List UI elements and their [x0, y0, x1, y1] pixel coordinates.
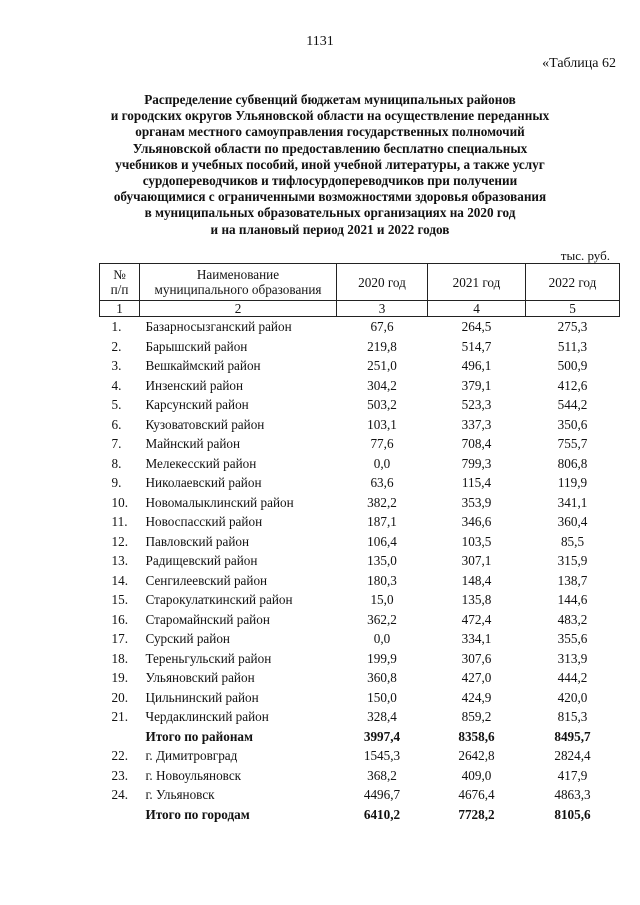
row-name: Мелекесский район — [145, 455, 257, 471]
value-2020: 67,6 — [370, 319, 394, 335]
row-number: 11. — [111, 514, 128, 530]
row-number: 4. — [111, 377, 122, 393]
row-name: Карсунский район — [145, 397, 249, 413]
table-row — [100, 493, 620, 513]
row-name: Барышский район — [145, 338, 248, 354]
row-number: 2. — [111, 338, 122, 354]
value-2020: 0,0 — [373, 631, 391, 647]
table-total-row — [100, 805, 620, 825]
value-2022: 806,8 — [557, 455, 588, 471]
table-row — [100, 766, 620, 786]
table-row — [100, 668, 620, 688]
row-number: 19. — [111, 670, 128, 686]
table-row — [100, 376, 620, 396]
value-2020: 180,3 — [367, 572, 397, 588]
row-number: 14. — [111, 572, 128, 588]
value-2021: 307,6 — [461, 650, 492, 666]
value-2021: 337,3 — [461, 416, 492, 432]
value-2022: 315,9 — [557, 553, 588, 569]
row-number: 20. — [111, 689, 128, 705]
value-2022: 341,1 — [557, 494, 588, 510]
value-2021: 115,4 — [461, 475, 492, 491]
table-row — [100, 707, 620, 727]
value-2020: 135,0 — [367, 553, 397, 569]
table-row — [100, 337, 620, 357]
table-row — [100, 356, 620, 376]
row-name: Базарносызганский район — [145, 319, 292, 335]
row-name: Старокулаткинский район — [145, 592, 293, 608]
row-number: 8. — [111, 455, 122, 471]
table-row — [100, 473, 620, 493]
table-row — [100, 629, 620, 649]
value-2022: 444,2 — [557, 670, 588, 686]
value-2022: 511,3 — [557, 338, 588, 354]
value-2022: 313,9 — [557, 650, 588, 666]
value-2022: 8105,6 — [554, 806, 591, 822]
value-2021: 424,9 — [461, 689, 492, 705]
table-row — [100, 649, 620, 669]
table-row — [100, 785, 620, 805]
row-number: 5. — [111, 397, 122, 413]
row-name: Кузоватовский район — [145, 416, 265, 432]
value-2021: 523,3 — [461, 397, 492, 413]
row-name: Итого по городам — [145, 806, 250, 822]
table-row — [100, 610, 620, 630]
value-2022: 483,2 — [557, 611, 588, 627]
row-name: Павловский район — [145, 533, 250, 549]
value-2022: 2824,4 — [554, 748, 591, 764]
value-2022: 544,2 — [557, 397, 588, 413]
title-line: Распределение субвенций бюджетам муниципальных районов — [144, 92, 516, 107]
table-row — [100, 317, 620, 337]
value-2021: 135,8 — [461, 592, 492, 608]
value-2021: 7728,2 — [458, 806, 495, 822]
row-name: Чердаклинский район — [145, 709, 269, 725]
value-2022: 815,3 — [557, 709, 588, 725]
value-2022: 350,6 — [557, 416, 588, 432]
title-line: сурдопереводчиков и тифлосурдопереводчиков при получении — [142, 173, 518, 189]
value-2021: 8358,6 — [458, 728, 495, 744]
value-2021: 514,7 — [461, 338, 492, 354]
row-name: г. Димитровград — [145, 748, 238, 764]
value-2020: 106,4 — [367, 533, 397, 549]
value-2020: 304,2 — [367, 377, 397, 393]
value-2020: 63,6 — [370, 475, 394, 491]
value-2021: 427,0 — [461, 670, 492, 686]
value-2022: 275,3 — [557, 319, 588, 335]
row-name: Старомайнский район — [145, 611, 270, 627]
value-2022: 355,6 — [557, 631, 588, 647]
row-name: Итого по районам — [145, 728, 253, 744]
row-number: 12. — [111, 533, 128, 549]
column-index: 5 — [526, 301, 620, 317]
row-name: Вешкаймский район — [145, 358, 261, 374]
value-2021: 353,9 — [461, 494, 492, 510]
table-total-row — [100, 727, 620, 747]
row-number: 13. — [111, 553, 128, 569]
column-index: 3 — [337, 301, 428, 317]
value-2021: 346,6 — [461, 514, 492, 530]
value-2020: 15,0 — [370, 592, 394, 608]
column-index-row — [100, 301, 620, 317]
row-number: 21. — [111, 709, 128, 725]
units-label: тыс. руб. — [560, 248, 610, 263]
value-2020: 219,8 — [367, 338, 397, 354]
title-line: в муниципальных образовательных организациях на 2020 год — [144, 205, 516, 221]
value-2021: 2642,8 — [458, 748, 495, 764]
title-line: и на плановый период 2021 и 2022 годов — [210, 221, 450, 237]
row-name: Новоспасский район — [145, 514, 263, 530]
row-number: 7. — [111, 436, 122, 452]
table-row — [100, 688, 620, 708]
value-2022: 412,6 — [557, 377, 588, 393]
table-row — [100, 454, 620, 474]
value-2020: 382,2 — [367, 494, 397, 510]
header-num: № п/п — [100, 264, 140, 301]
row-number: 9. — [111, 475, 122, 491]
table-row — [100, 590, 620, 610]
column-index: 1 — [100, 301, 140, 317]
row-number: 1. — [111, 319, 122, 335]
value-2022: 755,7 — [557, 436, 588, 452]
header-2022: 2022 год — [526, 264, 620, 301]
header-name: Наименование муниципального образования — [140, 264, 337, 301]
value-2020: 328,4 — [367, 709, 397, 725]
value-2020: 251,0 — [367, 358, 397, 374]
value-2021: 708,4 — [461, 436, 492, 452]
title-line: Ульяновской области по предоставлению бесплатно специальных — [132, 140, 528, 156]
value-2021: 148,4 — [461, 572, 492, 588]
row-name: Новомалыклинский район — [145, 494, 294, 510]
column-index: 4 — [428, 301, 526, 317]
row-name: Инзенский район — [145, 377, 244, 393]
value-2020: 199,9 — [367, 650, 397, 666]
row-number: 3. — [111, 358, 122, 374]
header-row — [100, 264, 620, 301]
subventions-table — [99, 263, 620, 824]
value-2020: 6410,2 — [363, 806, 401, 822]
row-name: Цильнинский район — [145, 689, 259, 705]
value-2022: 4863,3 — [554, 787, 591, 803]
value-2020: 77,6 — [370, 436, 394, 452]
table-row — [100, 512, 620, 532]
document-title — [80, 92, 580, 238]
row-number: 17. — [111, 631, 128, 647]
value-2020: 1545,3 — [363, 748, 401, 764]
title-line: учебников и учебных пособий, иной учебной литературы, а также услуг — [115, 156, 545, 172]
value-2022: 138,7 — [557, 572, 588, 588]
table-body — [100, 317, 620, 825]
value-2021: 799,3 — [461, 455, 492, 471]
value-2020: 4496,7 — [363, 787, 401, 803]
table-row — [100, 746, 620, 766]
row-number: 23. — [111, 767, 128, 783]
value-2020: 187,1 — [367, 514, 397, 530]
value-2022: 500,9 — [557, 358, 588, 374]
header-2020: 2020 год — [337, 264, 428, 301]
value-2022: 119,9 — [557, 475, 588, 491]
value-2021: 4676,4 — [458, 787, 495, 803]
row-number — [100, 727, 140, 747]
value-2021: 859,2 — [461, 709, 492, 725]
value-2020: 362,2 — [367, 611, 397, 627]
row-number: 16. — [111, 611, 128, 627]
table-row — [100, 532, 620, 552]
value-2021: 379,1 — [461, 377, 492, 393]
value-2020: 360,8 — [367, 670, 397, 686]
value-2020: 503,2 — [367, 397, 397, 413]
row-name: Сенгилеевский район — [145, 572, 268, 588]
row-name: г. Новоульяновск — [145, 767, 242, 783]
value-2022: 420,0 — [557, 689, 588, 705]
row-name: Майнский район — [145, 436, 241, 452]
row-number — [100, 805, 140, 825]
value-2021: 472,4 — [461, 611, 492, 627]
value-2020: 0,0 — [373, 455, 391, 471]
value-2020: 368,2 — [367, 767, 397, 783]
row-number: 24. — [111, 787, 128, 803]
row-name: Ульяновский район — [145, 670, 255, 686]
table-reference: «Таблица 62 — [542, 56, 616, 71]
table-row — [100, 551, 620, 571]
row-name: Тереньгульский район — [145, 650, 272, 666]
row-number: 10. — [111, 494, 128, 510]
header-2021: 2021 год — [428, 264, 526, 301]
value-2022: 8495,7 — [554, 728, 591, 744]
table-row — [100, 434, 620, 454]
table-row — [100, 415, 620, 435]
value-2021: 334,1 — [461, 631, 492, 647]
value-2022: 85,5 — [560, 533, 585, 549]
row-name: Николаевский район — [145, 475, 262, 491]
row-number: 6. — [111, 416, 122, 432]
value-2021: 409,0 — [461, 767, 492, 783]
value-2020: 150,0 — [367, 689, 397, 705]
row-number: 15. — [111, 592, 128, 608]
row-name: Радищевский район — [145, 553, 258, 569]
value-2020: 3997,4 — [363, 728, 401, 744]
row-number: 18. — [111, 650, 128, 666]
value-2021: 264,5 — [461, 319, 492, 335]
value-2022: 417,9 — [557, 767, 588, 783]
row-number: 22. — [111, 748, 128, 764]
page-number: 1131 — [306, 34, 334, 49]
value-2021: 307,1 — [461, 553, 492, 569]
row-name: г. Ульяновск — [145, 787, 215, 803]
title-line: органам местного самоуправления государственных полномочий — [135, 124, 525, 140]
value-2021: 103,5 — [461, 533, 492, 549]
table-row — [100, 395, 620, 415]
title-line: обучающимися с ограниченными возможностями здоровья образования — [113, 189, 547, 205]
title-line: и городских округов Ульяновской области на осуществление переданных — [110, 108, 550, 124]
value-2022: 360,4 — [557, 514, 588, 530]
value-2021: 496,1 — [461, 358, 492, 374]
table-row — [100, 571, 620, 591]
value-2020: 103,1 — [367, 416, 397, 432]
column-index: 2 — [140, 301, 337, 317]
value-2022: 144,6 — [557, 592, 588, 608]
row-name: Сурский район — [145, 631, 230, 647]
